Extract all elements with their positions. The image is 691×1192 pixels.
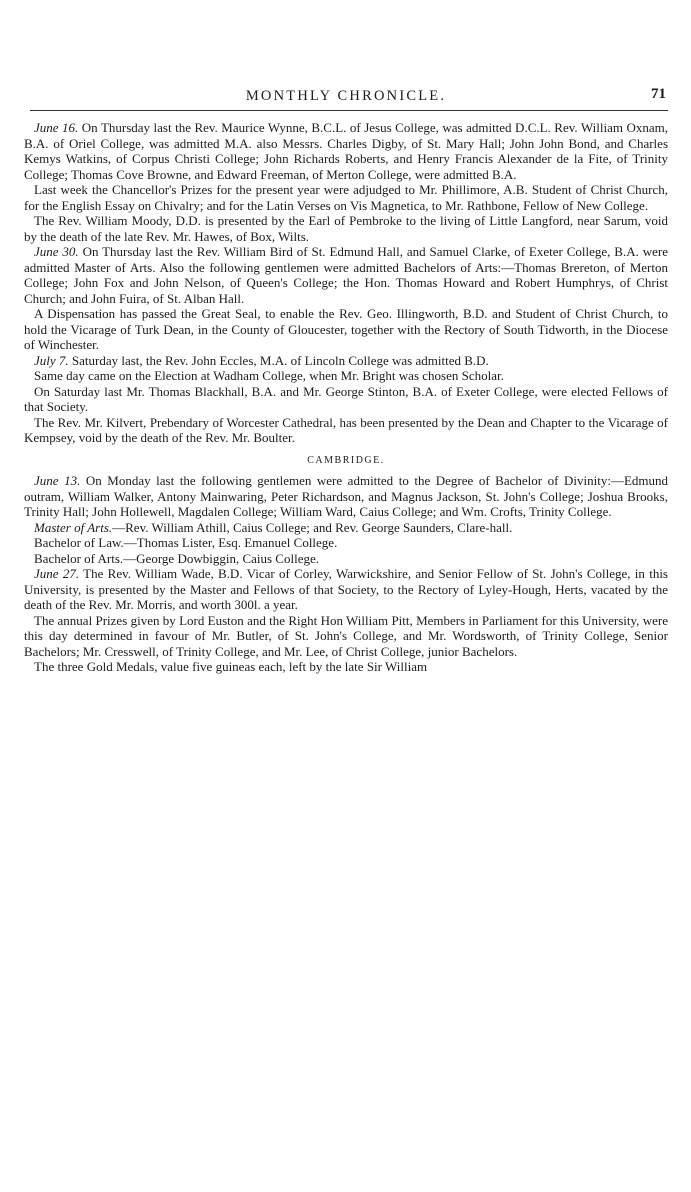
- entry-text: On Saturday last Mr. Thomas Blackhall, B.A. and Mr. George Stinton, B.A. of Exeter College, were elected Fellows of that Society.: [24, 383, 668, 414]
- entry-text: Same day came on the Election at Wadham College, when Mr. Bright was chosen Scholar.: [34, 368, 504, 383]
- cambridge-paragraph: [24, 613, 668, 660]
- page-number: 71: [651, 86, 666, 102]
- oxford-paragraph: [24, 368, 668, 384]
- entry-text: —Rev. William Athill, Caius College; and Rev. George Saunders, Clare-hall.: [112, 519, 513, 535]
- cambridge-heading: CAMBRIDGE.: [307, 454, 385, 466]
- cambridge-paragraph: [24, 659, 668, 675]
- entry-text: On Thursday last the Rev. William Bird of St. Edmund Hall, and Samuel Clarke, of Exeter College, B.A. were admitted Master of Arts. Also the following gentlemen were admitted Bachelors of Arts:—Thomas Brereton, of Merton College; John Fox and John Nelson, of Queen's College; the Hon. Thomas Howard and Robert Humphrys, of Christ Church; and John Fuira, of St. Alban Hall.: [24, 244, 669, 306]
- cambridge-paragraph: [24, 473, 668, 520]
- cambridge-paragraph: [24, 535, 668, 551]
- entry-text: On Thursday last the Rev. Maurice Wynne, B.C.L. of Jesus College, was admitted D.C.L. Rev. William Oxnam, B.A. of Oriel College, was admitted M.A. also Messrs. Charles Digby, of St. Mary Hall; John John Bond, and Charles Kemys Watkins, of Corpus Christi College; John Richards Roberts, and Henry Francis Alexander de la Fite, of Trinity College; Thomas Cove Browne, and Edward Freeman, of Merton College, were admitted B.A.: [24, 120, 668, 182]
- oxford-paragraph: [24, 213, 668, 244]
- entry-text: Bachelor of Law.—Thomas Lister, Esq. Emanuel College.: [34, 535, 338, 550]
- entry-text: The Rev. William Wade, B.D. Vicar of Corley, Warwickshire, and Senior Fellow of St. John's College, in this University, is presented by the Master and Fellows of that Society, to the Rectory of Lyley-Hough, Herts, vacated by the death of the Rev. Mr. Morris, and worth 300l. a year.: [24, 566, 668, 612]
- entry-text: Saturday last, the Rev. John Eccles, M.A. of Lincoln College was admitted B.D.: [68, 352, 489, 368]
- running-head: [24, 82, 668, 110]
- oxford-paragraph: [24, 353, 668, 369]
- cambridge-paragraph: [24, 551, 668, 567]
- entry-text: The three Gold Medals, value five guineas each, left by the late Sir William: [34, 659, 428, 674]
- entry-text: The annual Prizes given by Lord Euston and the Right Hon William Pitt, Members in Parliament for this University, were this day determined in favour of Mr. Butler, of St. John's College, and Mr. Wordsworth, of Trinity College, Senior Bachelors; Mr. Cresswell, of Trinity College, and Mr. Lee, of Christ College, junior Bachelors.: [24, 612, 668, 659]
- entry-text: On Monday last the following gentlemen were admitted to the Degree of Bachelor of Divinity:—Edmund outram, William Walker, Antony Mainwaring, Peter Richardson, and Magnus Jackson, St. John's College; Joshua Brooks, Trinity Hall; John Hollewell, Magdalen College; William Ward, Caius College; and Wm. Crofts, Trinity College.: [24, 473, 668, 519]
- entry-text: Last week the Chancellor's Prizes for the present year were adjudged to Mr. Phillimore, A.B. Student of Christ Church, for the English Essay on Chivalry; and for the Latin Verses on Vis Magnetica, to Mr. Rathbone, Fellow of New College.: [24, 182, 668, 213]
- entry-text: A Dispensation has passed the Great Seal, to enable the Rev. Geo. Illingworth, B.D. and Student of Christ Church, to hold the Vicarage of Turk Dean, in the County of Gloucester, together with the Rectory of South Tidworth, in the Diocese of Winchester.: [24, 306, 668, 352]
- running-title: MONTHLY CHRONICLE.: [245, 88, 447, 104]
- header-rule: [30, 110, 668, 111]
- chronicle-body: [24, 120, 668, 675]
- cambridge-paragraph: [24, 566, 668, 613]
- degree-lead: Master of Arts.: [34, 519, 113, 535]
- oxford-paragraph: [24, 415, 668, 446]
- cambridge-paragraph: [24, 520, 668, 536]
- entry-date: June 13.: [34, 473, 81, 488]
- entry-date: July 7.: [34, 352, 69, 368]
- printed-page: [24, 82, 668, 675]
- oxford-paragraph: [24, 182, 668, 213]
- oxford-paragraph: [24, 120, 668, 182]
- oxford-paragraph: [24, 384, 668, 415]
- entry-date: June 30.: [34, 244, 79, 259]
- entry-text: The Rev. Mr. Kilvert, Prebendary of Worcester Cathedral, has been presented by the Dean and Chapter to the Vicarage of Kempsey, void by the death of the Rev. Mr. Boulter.: [24, 414, 668, 445]
- entry-text: The Rev. William Moody, D.D. is presented by the Earl of Pembroke to the living of Little Langford, near Sarum, void by the death of the late Rev. Mr. Hawes, of Box, Wilts.: [24, 213, 668, 244]
- oxford-paragraph: [24, 306, 668, 353]
- entry-text: Bachelor of Arts.—George Dowbiggin, Caius College.: [34, 550, 319, 566]
- oxford-paragraph: [24, 244, 668, 306]
- entry-date: June 16.: [34, 120, 79, 135]
- entry-date: June 27.: [34, 566, 80, 581]
